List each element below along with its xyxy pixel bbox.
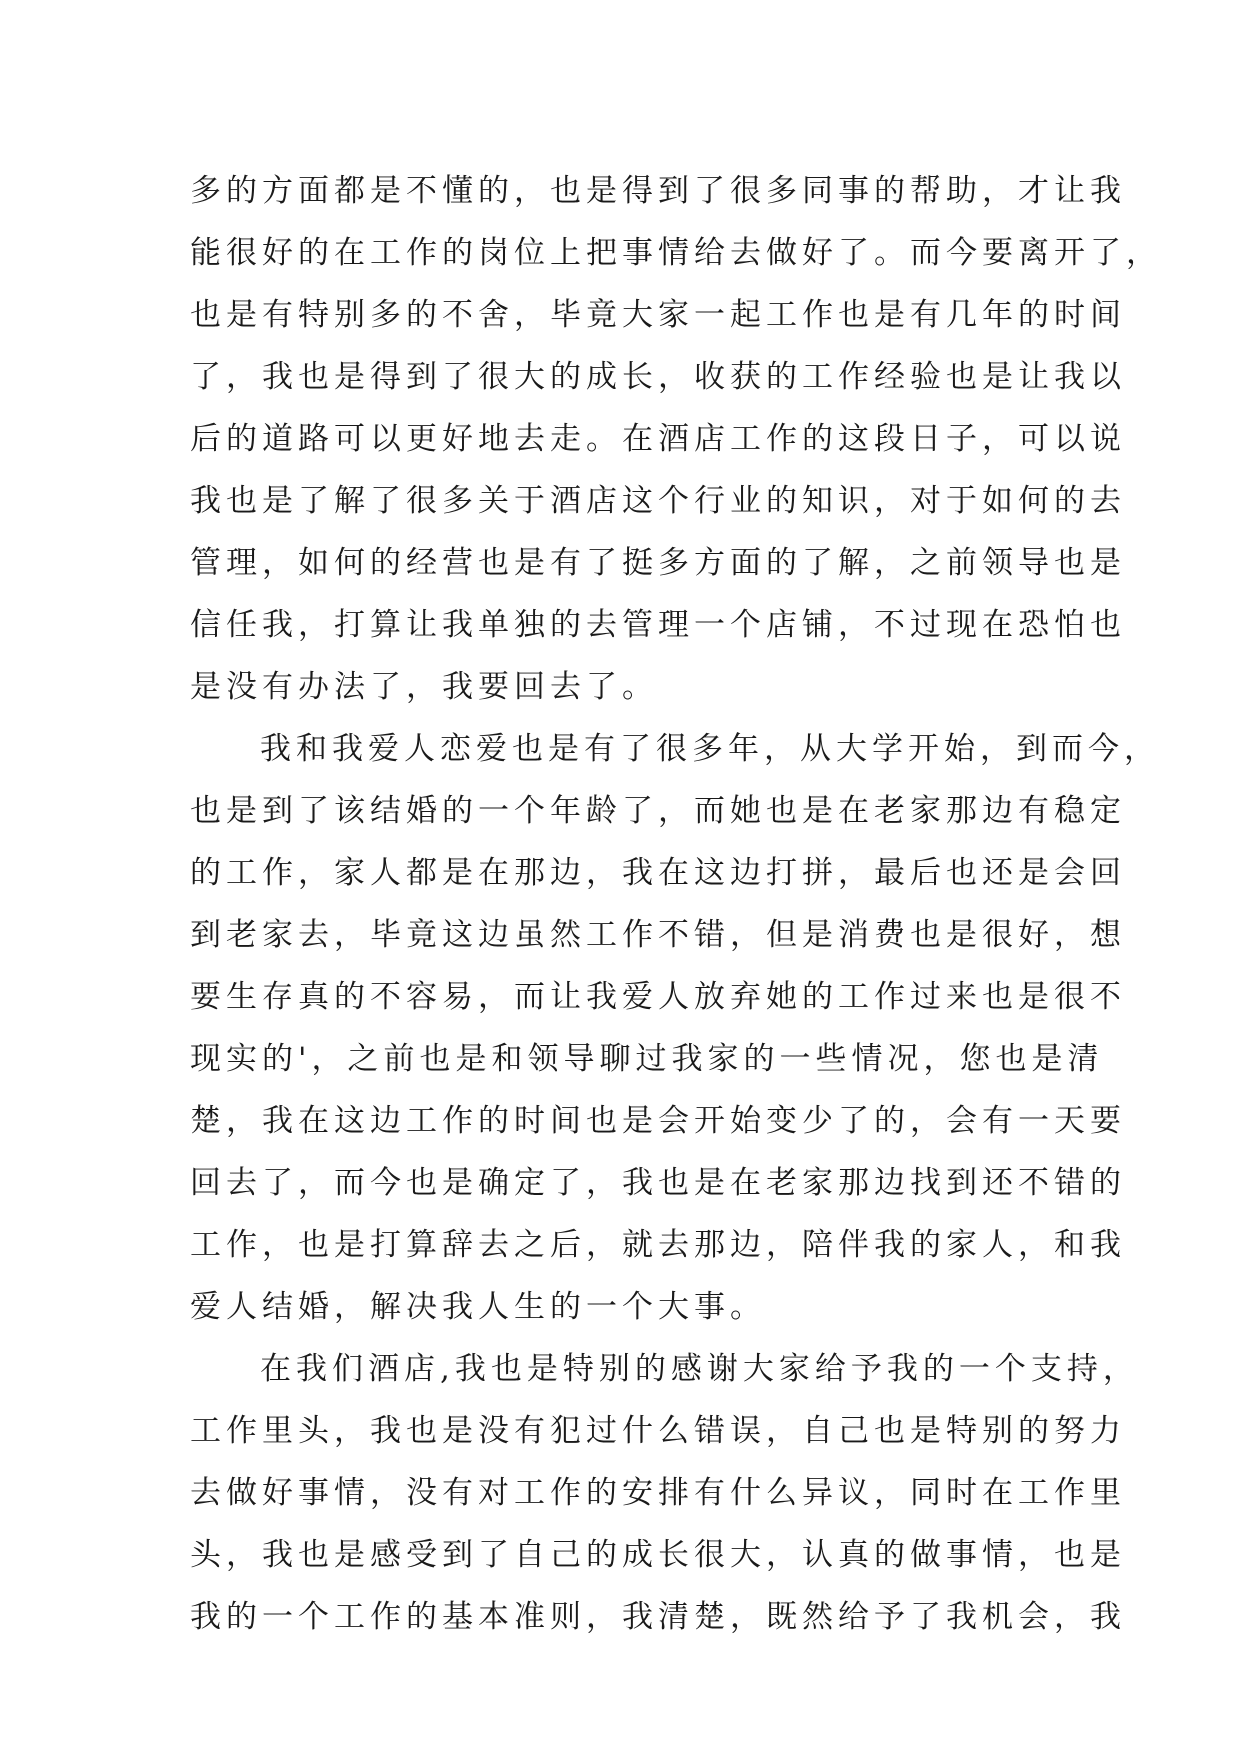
text-line: 工作，也是打算辞去之后，就去那边，陪伴我的家人，和我 — [190, 1227, 1126, 1263]
text-line: 回去了，而今也是确定了，我也是在老家那边找到还不错的 — [190, 1165, 1126, 1201]
text-line: 头，我也是感受到了自己的成长很大，认真的做事情，也是 — [190, 1537, 1126, 1573]
text-line: 也是到了该结婚的一个年龄了，而她也是在老家那边有稳定 — [190, 793, 1126, 829]
text-line: 是没有办法了，我要回去了。 — [190, 669, 658, 705]
text-line: 的工作，家人都是在那边，我在这边打拼，最后也还是会回 — [190, 855, 1126, 891]
text-line: 我也是了解了很多关于酒店这个行业的知识，对于如何的去 — [190, 483, 1126, 519]
text-line: 管理，如何的经营也是有了挺多方面的了解，之前领导也是 — [190, 545, 1126, 581]
text-line: 工作里头，我也是没有犯过什么错误，自己也是特别的努力 — [190, 1413, 1126, 1449]
text-line: 楚，我在这边工作的时间也是会开始变少了的，会有一天要 — [190, 1103, 1126, 1139]
text-line: 信任我，打算让我单独的去管理一个店铺，不过现在恐怕也 — [190, 607, 1126, 643]
text-line: 多的方面都是不懂的，也是得到了很多同事的帮助，才让我 — [190, 173, 1126, 209]
text-line: 了，我也是得到了很大的成长，收获的工作经验也是让我以 — [190, 359, 1126, 395]
text-line: 我的一个工作的基本准则，我清楚，既然给予了我机会，我 — [190, 1599, 1126, 1635]
text-line: 也是有特别多的不舍，毕竟大家一起工作也是有几年的时间 — [190, 297, 1126, 333]
text-line: 到老家去，毕竟这边虽然工作不错，但是消费也是很好，想 — [190, 917, 1126, 953]
text-line: 后的道路可以更好地去走。在酒店工作的这段日子，可以说 — [190, 421, 1126, 457]
text-line: 去做好事情，没有对工作的安排有什么异议，同时在工作里 — [190, 1475, 1126, 1511]
text-line: 能很好的在工作的岗位上把事情给去做好了。而今要离开了， — [190, 235, 1162, 271]
paragraph-start-line: 在我们酒店,我也是特别的感谢大家给予我的一个支持， — [260, 1351, 1139, 1387]
paragraph-start-line: 我和我爱人恋爱也是有了很多年，从大学开始，到而今， — [260, 731, 1160, 767]
text-line: 爱人结婚，解决我人生的一个大事。 — [190, 1289, 766, 1325]
text-line: 要生存真的不容易，而让我爱人放弃她的工作过来也是很不 — [190, 979, 1126, 1015]
body-text — [190, 160, 1162, 1648]
text-line: 现实的'，之前也是和领导聊过我家的一些情况，您也是清 — [190, 1041, 1104, 1077]
